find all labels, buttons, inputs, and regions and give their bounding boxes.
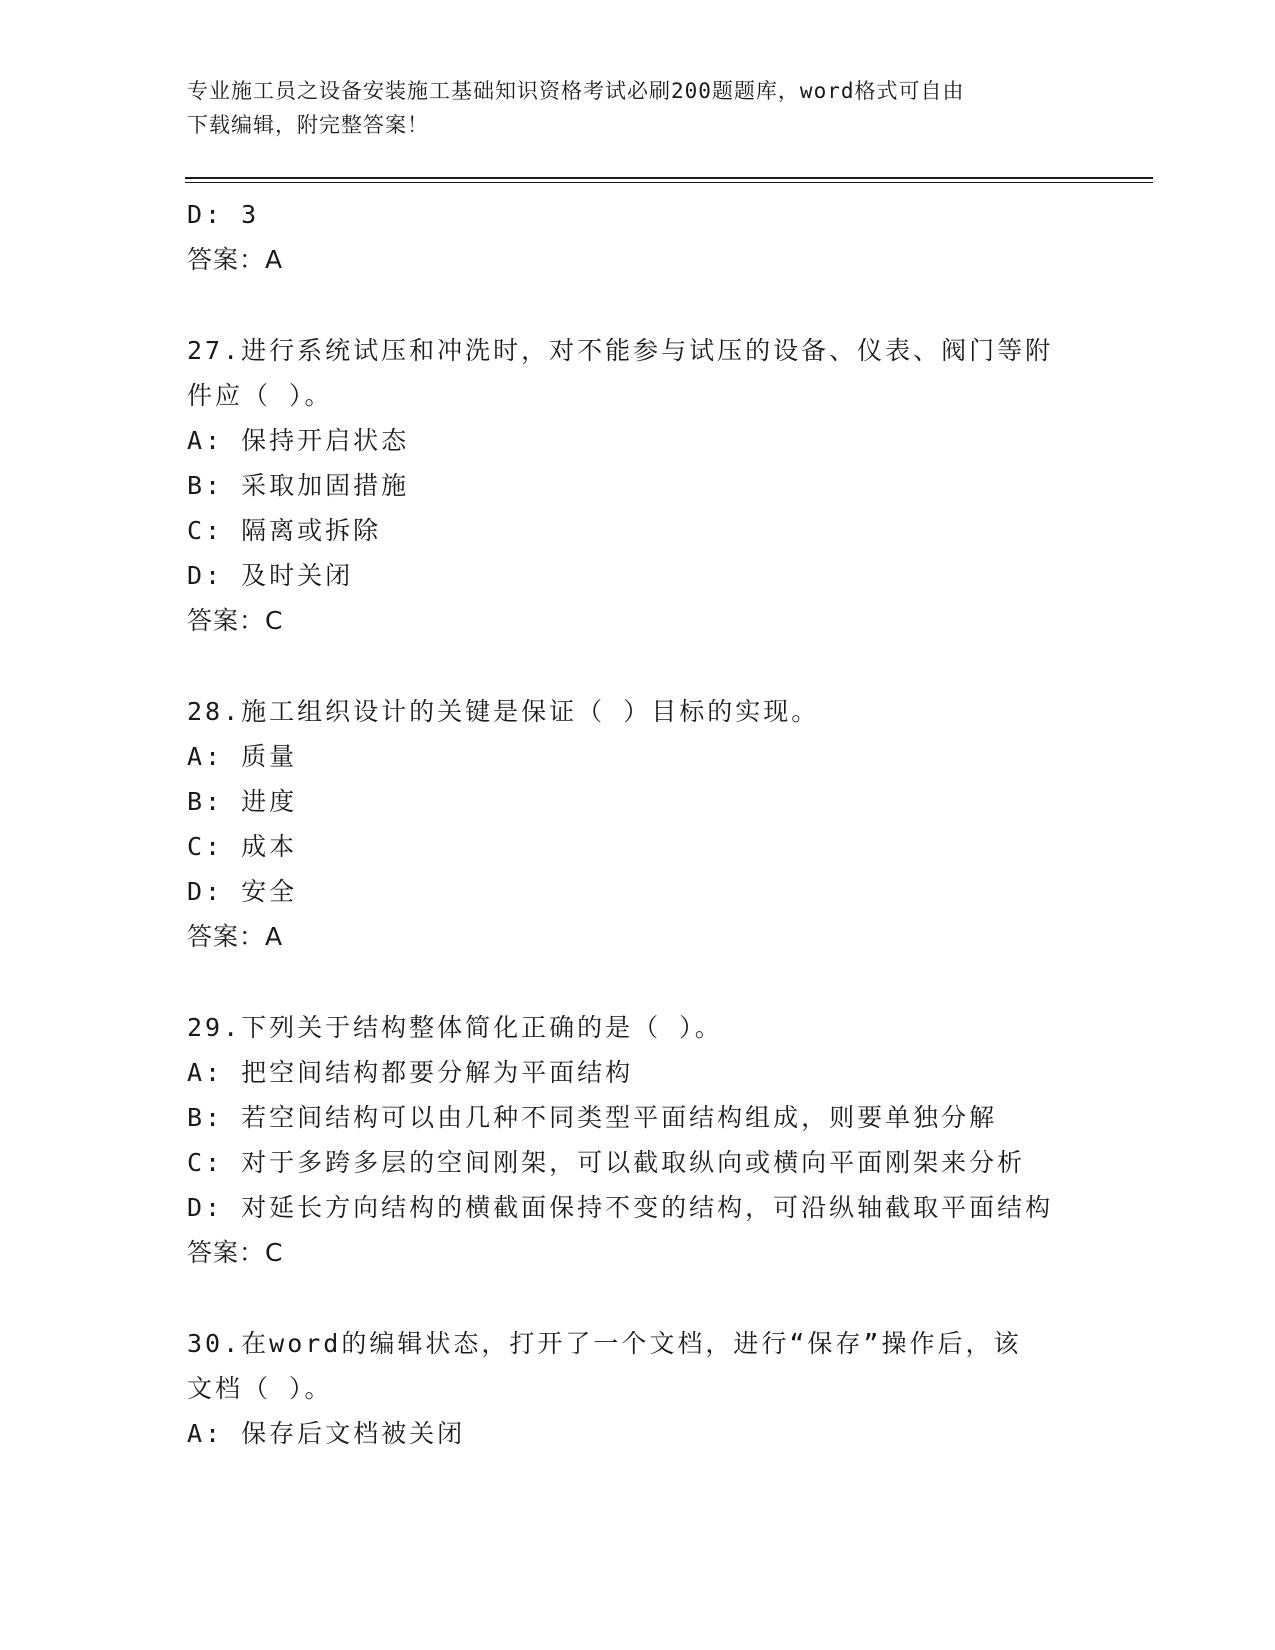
question-block-29 [187,1005,1087,1275]
option-b: B: 若空间结构可以由几种不同类型平面结构组成，则要单独分解 [187,1103,998,1132]
option-d: D: 及时关闭 [187,561,354,590]
question-block-26 [187,192,1087,282]
header-divider-thick [185,177,1153,179]
spacer [187,282,1087,328]
question-stem-continued: 件应（ ）。 [187,381,333,410]
question-stem: 28.施工组织设计的关键是保证（ ）目标的实现。 [187,697,820,726]
answer-line: 答案：C [187,606,284,635]
question-stem: 29.下列关于结构整体简化正确的是（ ）。 [187,1013,723,1042]
question-stem: 30.在word的编辑状态，打开了一个文档，进行“保存”操作后，该 [187,1329,1022,1358]
question-stem-continued: 文档（ ）。 [187,1374,333,1403]
answer-line: 答案：C [187,1238,284,1267]
option-c: C: 对于多跨多层的空间刚架，可以截取纵向或横向平面刚架来分析 [187,1148,1026,1177]
spacer [187,643,1087,689]
question-block-28 [187,689,1087,959]
option-b: B: 进度 [187,787,298,816]
question-stem: 27.进行系统试压和冲洗时，对不能参与试压的设备、仪表、阀门等附 [187,336,1054,365]
answer-line: 答案：A [187,922,284,951]
option-a: A: 保持开启状态 [187,426,410,455]
question-block-27 [187,328,1087,643]
spacer [187,959,1087,1005]
spacer [187,1275,1087,1321]
option-c: C: 成本 [187,832,298,861]
header-line-1: 专业施工员之设备安装施工基础知识资格考试必刷200题题库，word格式可自由 [187,79,965,103]
document-header [187,74,1087,142]
option-a: A: 质量 [187,742,298,771]
option-d: D: 安全 [187,877,298,906]
option-a: A: 把空间结构都要分解为平面结构 [187,1058,634,1087]
question-block-30 [187,1321,1087,1456]
header-divider-thin [185,182,1153,183]
option-c: C: 隔离或拆除 [187,516,382,545]
answer-line: 答案：A [187,245,284,274]
option-a: A: 保存后文档被关闭 [187,1419,466,1448]
question-list [187,192,1087,1456]
option-d: D: 3 [187,200,260,229]
option-b: B: 采取加固措施 [187,471,410,500]
option-d: D: 对延长方向结构的横截面保持不变的结构，可沿纵轴截取平面结构 [187,1193,1054,1222]
header-line-2: 下载编辑，附完整答案！ [187,113,429,137]
